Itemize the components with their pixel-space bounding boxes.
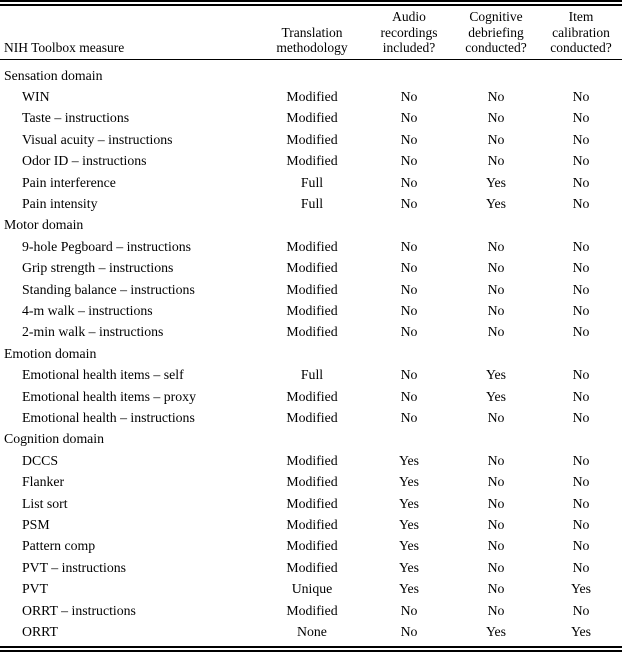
- column-header-cognitive-line1: Cognitive: [469, 9, 523, 24]
- column-header-item-line3: conducted?: [550, 40, 612, 55]
- measure-label: Pain intensity: [22, 195, 98, 211]
- cell-cognitive: No: [487, 302, 505, 318]
- measure-label: WIN: [22, 88, 50, 104]
- table-row: [0, 129, 622, 150]
- domain-header-row: [0, 428, 622, 449]
- cell-translation: Modified: [286, 538, 338, 554]
- measure-label: Odor ID – instructions: [22, 153, 147, 169]
- table-row: [0, 621, 622, 646]
- cell-translation: Modified: [286, 602, 338, 618]
- cell-cognitive: No: [487, 452, 505, 468]
- cell-audio: Yes: [398, 452, 420, 468]
- cell-translation: [258, 60, 366, 86]
- cell-audio: [366, 343, 452, 364]
- measure-label: Pain interference: [22, 174, 116, 190]
- column-header-cognitive-line2: debriefing: [468, 24, 524, 40]
- cell-item: No: [572, 131, 590, 147]
- cell-translation: Modified: [286, 131, 338, 147]
- cell-item: Yes: [570, 624, 592, 640]
- column-header-item-line2: calibration: [552, 24, 610, 40]
- cell-translation: Modified: [286, 153, 338, 169]
- cell-cognitive: No: [487, 153, 505, 169]
- cell-translation: Full: [300, 195, 324, 211]
- cell-item: [540, 343, 622, 364]
- nih-toolbox-measure-table: [0, 6, 622, 59]
- table-row: [0, 493, 622, 514]
- table-row: [0, 107, 622, 128]
- table-header-row: [0, 6, 622, 59]
- table-row: [0, 578, 622, 599]
- cell-translation: Modified: [286, 388, 338, 404]
- cell-translation: Modified: [286, 302, 338, 318]
- cell-audio: No: [400, 367, 418, 383]
- cell-cognitive: No: [487, 281, 505, 297]
- cell-item: No: [572, 281, 590, 297]
- cell-item: No: [572, 88, 590, 104]
- measure-label: 2-min walk – instructions: [22, 324, 164, 340]
- cell-item: No: [572, 195, 590, 211]
- cell-cognitive: [452, 60, 540, 86]
- column-header-item-line1: Item: [568, 9, 594, 24]
- cell-audio: [366, 60, 452, 86]
- cell-translation: [258, 214, 366, 235]
- measure-label: Grip strength – instructions: [22, 260, 174, 276]
- measure-label: Flanker: [22, 474, 65, 490]
- cell-cognitive: No: [487, 110, 505, 126]
- cell-translation: Modified: [286, 238, 338, 254]
- measure-label: Emotional health – instructions: [22, 410, 195, 425]
- cell-item: No: [572, 602, 590, 618]
- cell-cognitive: No: [487, 517, 505, 533]
- table-row: [0, 86, 622, 107]
- domain-header-row: [0, 214, 622, 235]
- cell-audio: [366, 214, 452, 235]
- column-header-cognitive-line3: conducted?: [465, 40, 527, 55]
- cell-audio: No: [400, 153, 418, 169]
- cell-cognitive: No: [487, 131, 505, 147]
- table-row: [0, 193, 622, 214]
- measure-label: 4-m walk – instructions: [22, 302, 153, 318]
- cell-item: No: [572, 302, 590, 318]
- cell-translation: Full: [300, 367, 324, 383]
- cell-item: No: [572, 367, 590, 383]
- cell-audio: [366, 428, 452, 449]
- column-header-measure-line1: NIH Toolbox measure: [4, 40, 125, 55]
- cell-audio: No: [400, 174, 418, 190]
- nih-toolbox-measure-table-body: [0, 60, 622, 647]
- column-header-cognitive: [452, 6, 540, 59]
- cell-translation: Modified: [286, 260, 338, 276]
- column-header-translation-line1: Translation: [281, 24, 343, 40]
- domain-label: Sensation domain: [4, 67, 103, 83]
- table-row: [0, 514, 622, 535]
- cell-audio: No: [400, 110, 418, 126]
- measure-label: PVT – instructions: [22, 559, 126, 575]
- column-header-measure: [0, 6, 258, 59]
- measure-label: DCCS: [22, 452, 59, 468]
- cell-audio: Yes: [398, 495, 420, 511]
- measure-label: Pattern comp: [22, 538, 96, 554]
- cell-cognitive: Yes: [485, 174, 507, 190]
- cell-translation: [258, 343, 366, 364]
- cell-audio: Yes: [398, 559, 420, 575]
- cell-audio: Yes: [398, 517, 420, 533]
- cell-translation: [258, 428, 366, 449]
- table-row: [0, 172, 622, 193]
- cell-item: No: [572, 110, 590, 126]
- cell-item: No: [572, 410, 590, 425]
- column-header-audio-line1: Audio: [392, 9, 426, 24]
- column-header-audio: [366, 6, 452, 59]
- cell-cognitive: No: [487, 602, 505, 618]
- cell-audio: No: [400, 131, 418, 147]
- cell-cognitive: Yes: [485, 367, 507, 383]
- cell-item: [540, 428, 622, 449]
- cell-audio: No: [400, 88, 418, 104]
- cell-item: No: [572, 238, 590, 254]
- measure-label: Standing balance – instructions: [22, 281, 195, 297]
- cell-audio: No: [400, 302, 418, 318]
- domain-label: Cognition domain: [4, 431, 105, 447]
- cell-cognitive: Yes: [485, 388, 507, 404]
- measure-label: Emotional health items – proxy: [22, 388, 196, 404]
- cell-audio: Yes: [398, 581, 420, 597]
- cell-item: [540, 214, 622, 235]
- measure-label: ORRT: [22, 624, 58, 640]
- cell-item: No: [572, 260, 590, 276]
- cell-cognitive: No: [487, 238, 505, 254]
- cell-audio: No: [400, 238, 418, 254]
- cell-cognitive: No: [487, 410, 505, 425]
- cell-audio: No: [400, 324, 418, 340]
- cell-cognitive: Yes: [485, 624, 507, 640]
- column-header-audio-line3: included?: [382, 40, 436, 55]
- cell-item: No: [572, 538, 590, 554]
- cell-cognitive: No: [487, 260, 505, 276]
- cell-cognitive: No: [487, 324, 505, 340]
- cell-audio: No: [400, 410, 418, 425]
- cell-translation: Modified: [286, 281, 338, 297]
- cell-audio: Yes: [398, 474, 420, 490]
- cell-cognitive: [452, 214, 540, 235]
- cell-cognitive: No: [487, 474, 505, 490]
- measure-label: List sort: [22, 495, 68, 511]
- measure-label: Visual acuity – instructions: [22, 131, 173, 147]
- cell-item: No: [572, 559, 590, 575]
- measure-label: 9-hole Pegboard – instructions: [22, 238, 191, 254]
- cell-item: No: [572, 324, 590, 340]
- column-header-item: [540, 6, 622, 59]
- cell-audio: No: [400, 602, 418, 618]
- cell-audio: No: [400, 388, 418, 404]
- cell-cognitive: No: [487, 88, 505, 104]
- cell-item: Yes: [570, 581, 592, 597]
- domain-header-row: [0, 343, 622, 364]
- cell-translation: None: [297, 624, 327, 640]
- table-row: [0, 535, 622, 556]
- table-row: [0, 279, 622, 300]
- cell-item: No: [572, 517, 590, 533]
- column-header-audio-line2: recordings: [380, 24, 438, 40]
- cell-translation: Modified: [286, 88, 338, 104]
- cell-translation: Modified: [286, 410, 338, 425]
- table-row: [0, 557, 622, 578]
- measure-label: PSM: [22, 517, 50, 533]
- table-row: [0, 257, 622, 278]
- table-row: [0, 471, 622, 492]
- cell-item: No: [572, 388, 590, 404]
- cell-translation: Modified: [286, 495, 338, 511]
- cell-cognitive: No: [487, 495, 505, 511]
- table-header: [0, 6, 622, 59]
- table-row: [0, 450, 622, 471]
- cell-translation: Modified: [286, 110, 338, 126]
- table-body: [0, 60, 622, 647]
- cell-item: No: [572, 174, 590, 190]
- cell-cognitive: Yes: [485, 195, 507, 211]
- cell-translation: Modified: [286, 324, 338, 340]
- cell-audio: No: [400, 260, 418, 276]
- table-row: [0, 321, 622, 342]
- table-row: [0, 386, 622, 407]
- cell-translation: Modified: [286, 559, 338, 575]
- table-row: [0, 407, 622, 428]
- table-row: [0, 364, 622, 385]
- cell-audio: No: [400, 195, 418, 211]
- cell-cognitive: [452, 428, 540, 449]
- measure-label: ORRT – instructions: [22, 602, 136, 618]
- table-row: [0, 236, 622, 257]
- cell-translation: Full: [300, 174, 324, 190]
- cell-item: No: [572, 474, 590, 490]
- cell-audio: No: [400, 281, 418, 297]
- column-header-translation-line2: methodology: [276, 40, 348, 55]
- cell-item: No: [572, 452, 590, 468]
- cell-translation: Modified: [286, 474, 338, 490]
- domain-header-row: [0, 60, 622, 86]
- cell-cognitive: No: [487, 538, 505, 554]
- cell-item: [540, 60, 622, 86]
- measure-label: Taste – instructions: [22, 110, 130, 126]
- measure-label: Emotional health items – self: [22, 367, 184, 383]
- measure-label: PVT: [22, 581, 49, 597]
- cell-translation: Modified: [286, 517, 338, 533]
- column-header-translation: [258, 6, 366, 59]
- table-row: [0, 150, 622, 171]
- cell-cognitive: [452, 343, 540, 364]
- cell-item: No: [572, 153, 590, 169]
- table-row: [0, 300, 622, 321]
- cell-audio: Yes: [398, 538, 420, 554]
- cell-cognitive: No: [487, 559, 505, 575]
- cell-translation: Unique: [291, 581, 333, 597]
- cell-translation: Modified: [286, 452, 338, 468]
- domain-label: Motor domain: [4, 217, 84, 233]
- table-row: [0, 600, 622, 621]
- cell-cognitive: No: [487, 581, 505, 597]
- cell-audio: No: [400, 624, 418, 640]
- cell-item: No: [572, 495, 590, 511]
- domain-label: Emotion domain: [4, 345, 97, 361]
